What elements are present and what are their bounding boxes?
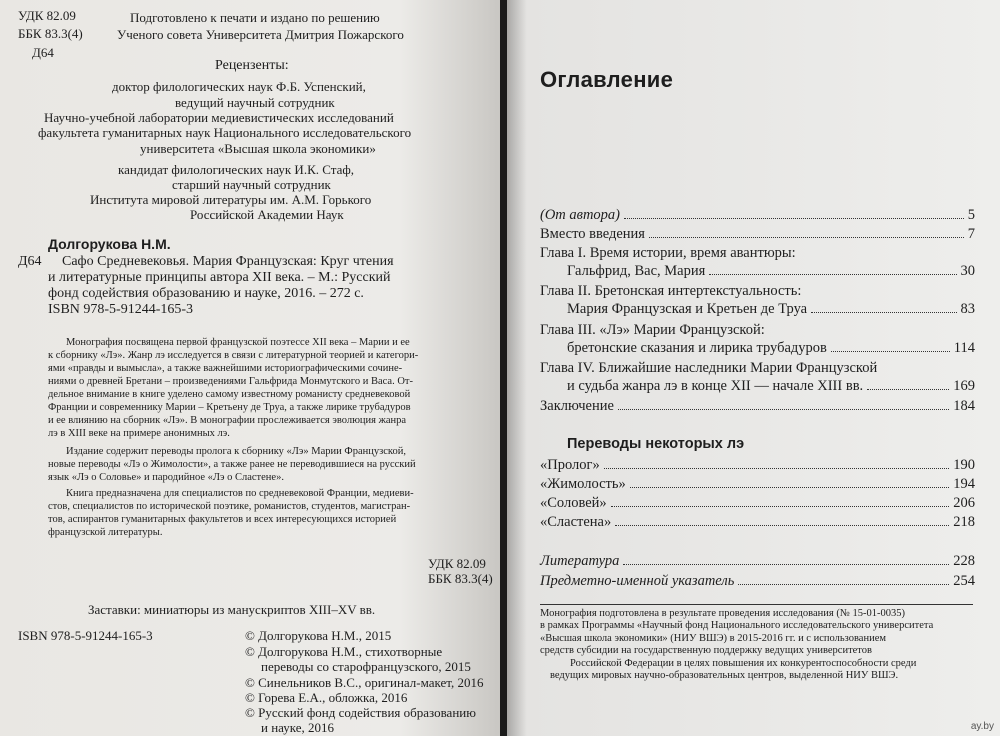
abstract-line-7: и ее влиянию на сборник «Лэ». В монографии прослеживается эволюция жанра <box>48 415 407 426</box>
abstract-line-5: дельное внимание в книге уделено самому известному романисту средневековой <box>48 389 411 400</box>
bbk-code: ББК 83.3(4) <box>18 26 83 41</box>
leader-dots <box>709 274 956 275</box>
right-page <box>507 0 1000 736</box>
toc-entry-label: и судьба жанра лэ в конце XII — начале XIII вв. <box>567 378 864 394</box>
reviewer1-line-5: университета «Высшая школа экономики» <box>140 141 376 156</box>
leader-dots <box>624 218 964 219</box>
copyright-line-4: © Синельников В.С., оригинал-макет, 2016 <box>245 675 484 690</box>
toc-entry-label: «Жимолость» <box>540 476 626 492</box>
toc-entry-label: бретонские сказания и лирика трубадуров <box>567 340 827 356</box>
toc-entry-page: 194 <box>953 476 975 492</box>
toc-chapter-title[interactable]: Глава III. «Лэ» Марии Французской: <box>540 322 765 338</box>
funding-note-line: ведущих мировых научно-образовательных центров, выделенной НИУ ВШЭ. <box>550 670 899 682</box>
footnote-rule <box>540 604 973 605</box>
toc-entry-label: Литература <box>540 553 620 569</box>
udk-code-bottom: УДК 82.09 <box>428 556 486 571</box>
toc-entry-page: 30 <box>960 263 975 279</box>
funding-note-line: в рамках Программы «Научный фонд Национального исследовательского университета <box>540 620 934 632</box>
leader-dots <box>604 468 950 469</box>
leader-dots <box>738 584 949 585</box>
toc-entry[interactable] <box>540 573 975 590</box>
leader-dots <box>630 487 950 488</box>
toc-entry-label: Заключение <box>540 398 614 414</box>
toc-title: Оглавление <box>540 67 674 92</box>
leader-dots <box>615 525 949 526</box>
biblio-line-3: фонд содействия образованию и науке, 2016. – 272 с. <box>48 286 364 301</box>
toc-entry-label: Гальфрид, Вас, Мария <box>567 263 706 279</box>
toc-entry[interactable] <box>567 340 975 357</box>
toc-entry[interactable] <box>540 514 975 531</box>
toc-entry[interactable] <box>540 207 975 224</box>
toc-entry[interactable] <box>540 476 975 493</box>
toc-entry-label: (От автора) <box>540 207 620 223</box>
abstract-line-4: ниями о древней Бретани – произведениями Гальфрида Монмутского и Васа. От- <box>48 376 414 387</box>
abstract-line-8: лэ в XIII веке на примере анонимных лэ. <box>48 428 230 439</box>
toc-entry[interactable] <box>567 378 975 395</box>
toc-chapter-title[interactable]: Глава II. Бретонская интертекстуальность: <box>540 283 802 299</box>
toc-entry-page: 169 <box>953 378 975 394</box>
abstract-line-6: Франции и современнику Марии – Кретьену де Труа, а также лирике трубадуров <box>48 402 411 413</box>
toc-entry-page: 190 <box>953 457 975 473</box>
toc-entry-page: 228 <box>953 553 975 569</box>
abstract-line-2: к сборнику «Лэ». Жанр лэ исследуется в связи с литературной теорией и категори- <box>48 350 419 361</box>
copyright-line-7: и науке, 2016 <box>261 720 335 735</box>
reviewer2-line-2: старший научный сотрудник <box>172 177 331 192</box>
leader-dots <box>649 237 964 238</box>
reviewer2-line-4: Российской Академии Наук <box>190 207 344 222</box>
leader-dots <box>831 351 950 352</box>
abstract-line-13: стов, специалистов по исторической поэтике, романистов, студентов, магистран- <box>48 501 411 512</box>
reviewer1-line-4: факультета гуманитарных наук Национального исследовательского <box>38 125 412 140</box>
toc-entry-page: 184 <box>953 398 975 414</box>
approval-line-1: Подготовлено к печати и издано по решению <box>130 10 380 25</box>
toc-entry-page: 7 <box>967 226 975 242</box>
toc-entry-label: «Сластена» <box>540 514 612 530</box>
toc-entry-label: Мария Французская и Кретьен де Труа <box>567 301 808 317</box>
reviewer2-line-3: Института мировой литературы им. А.М. Горького <box>90 192 372 207</box>
toc-entry-label: Предметно-именной указатель <box>540 573 735 589</box>
toc-entry-page: 206 <box>953 495 975 511</box>
toc-entry-page: 83 <box>960 301 975 317</box>
toc-entry[interactable] <box>540 495 975 512</box>
biblio-line-1: Сафо Средневековья. Мария Французская: Круг чтения <box>62 254 394 269</box>
abstract-line-14: тов, аспирантов гуманитарных факультетов и всех интересующихся историей <box>48 514 397 525</box>
biblio-mark: Д64 <box>18 254 42 269</box>
toc-entry[interactable] <box>540 226 975 243</box>
biblio-author: Долгорукова Н.М. <box>48 236 171 252</box>
toc-entry-label: Вместо введения <box>540 226 645 242</box>
reviewer1-line-1: доктор филологических наук Ф.Б. Успенский, <box>112 79 366 94</box>
funding-note <box>540 608 980 682</box>
copyright-line-2: © Долгорукова Н.М., стихотворные <box>245 644 443 659</box>
abstract-line-9: Издание содержит переводы пролога к сборнику «Лэ» Марии Французской, <box>66 446 406 457</box>
abstract-line-12: Книга предназначена для специалистов по средневековой Франции, медиеви- <box>66 488 414 499</box>
abstract-line-10: новые переводы «Лэ о Жимолости», а также ранее не переводившиеся на русский <box>48 459 416 470</box>
leader-dots <box>618 409 949 410</box>
leader-dots <box>867 389 949 390</box>
funding-note-line: Монография подготовлена в результате проведения исследования (№ 15-01-0035) <box>540 608 905 619</box>
isbn: ISBN 978-5-91244-165-3 <box>18 628 153 643</box>
toc-chapter-title[interactable]: Глава I. Время истории, время авантюры: <box>540 245 796 261</box>
toc-entry-label: «Пролог» <box>540 457 600 473</box>
toc-entry[interactable] <box>540 398 975 415</box>
toc-entry[interactable] <box>567 301 975 318</box>
copyright-line-6: © Русский фонд содействия образованию <box>245 705 476 720</box>
author-mark: Д64 <box>32 45 54 60</box>
copyright-line-5: © Горева Е.А., обложка, 2016 <box>245 690 408 705</box>
leader-dots <box>611 506 950 507</box>
leader-dots <box>811 312 956 313</box>
biblio-isbn: ISBN 978-5-91244-165-3 <box>48 302 194 317</box>
reviewers-heading: Рецензенты: <box>215 58 289 73</box>
reviewer1-line-2: ведущий научный сотрудник <box>175 95 335 110</box>
reviewer1-line-3: Научно-учебной лаборатории медиевистических исследований <box>44 110 394 125</box>
funding-note-line: Российской Федерации в целях повышения их конкурентоспособности среди <box>570 657 917 669</box>
abstract-line-15: французской литературы. <box>48 527 163 538</box>
toc-entry-page: 254 <box>953 573 975 589</box>
watermark: ay.by <box>970 721 994 732</box>
toc-chapter-title[interactable]: Глава IV. Ближайшие наследники Марии Французской <box>540 360 878 376</box>
abstract-line-11: язык «Лэ о Соловье» и пародийное «Лэ о Сластене». <box>48 472 284 483</box>
approval-line-2: Ученого совета Университета Дмитрия Пожарского <box>117 27 404 42</box>
copyright-line-1: © Долгорукова Н.М., 2015 <box>245 628 392 643</box>
abstract-line-3: ями «правды и вымысла», а также важнейшими историографическими сочине- <box>48 363 403 374</box>
toc-entry[interactable] <box>540 553 975 570</box>
reviewer2-line-1: кандидат филологических наук И.К. Стаф, <box>118 162 355 177</box>
funding-note-line: средств субсидии на государственную поддержку ведущих университетов <box>540 645 872 657</box>
biblio-line-2: и литературные принципы автора XII века. – М.: Русский <box>48 270 391 285</box>
illustrations-note: Заставки: миниатюры из манускриптов XIII–XV вв. <box>88 602 376 617</box>
translations-heading: Переводы некоторых лэ <box>567 436 745 452</box>
toc-entry-label: «Соловей» <box>540 495 607 511</box>
abstract-line-1: Монография посвящена первой французской поэтессе XII века – Марии и ее <box>66 337 410 348</box>
toc-entry[interactable] <box>567 263 975 280</box>
udk-code: УДК 82.09 <box>18 8 76 23</box>
bbk-code-bottom: ББК 83.3(4) <box>428 571 493 586</box>
toc-entry-page: 218 <box>953 514 975 530</box>
toc-entry-page: 5 <box>967 207 975 223</box>
leader-dots <box>623 564 949 565</box>
toc-entry[interactable] <box>540 457 975 474</box>
funding-note-line: «Высшая школа экономики» (НИУ ВШЭ) в 2015-2016 гг. и с использованием <box>540 632 886 644</box>
copyright-line-3: переводы со старофранцузского, 2015 <box>261 659 471 674</box>
toc-entry-page: 114 <box>953 340 975 356</box>
